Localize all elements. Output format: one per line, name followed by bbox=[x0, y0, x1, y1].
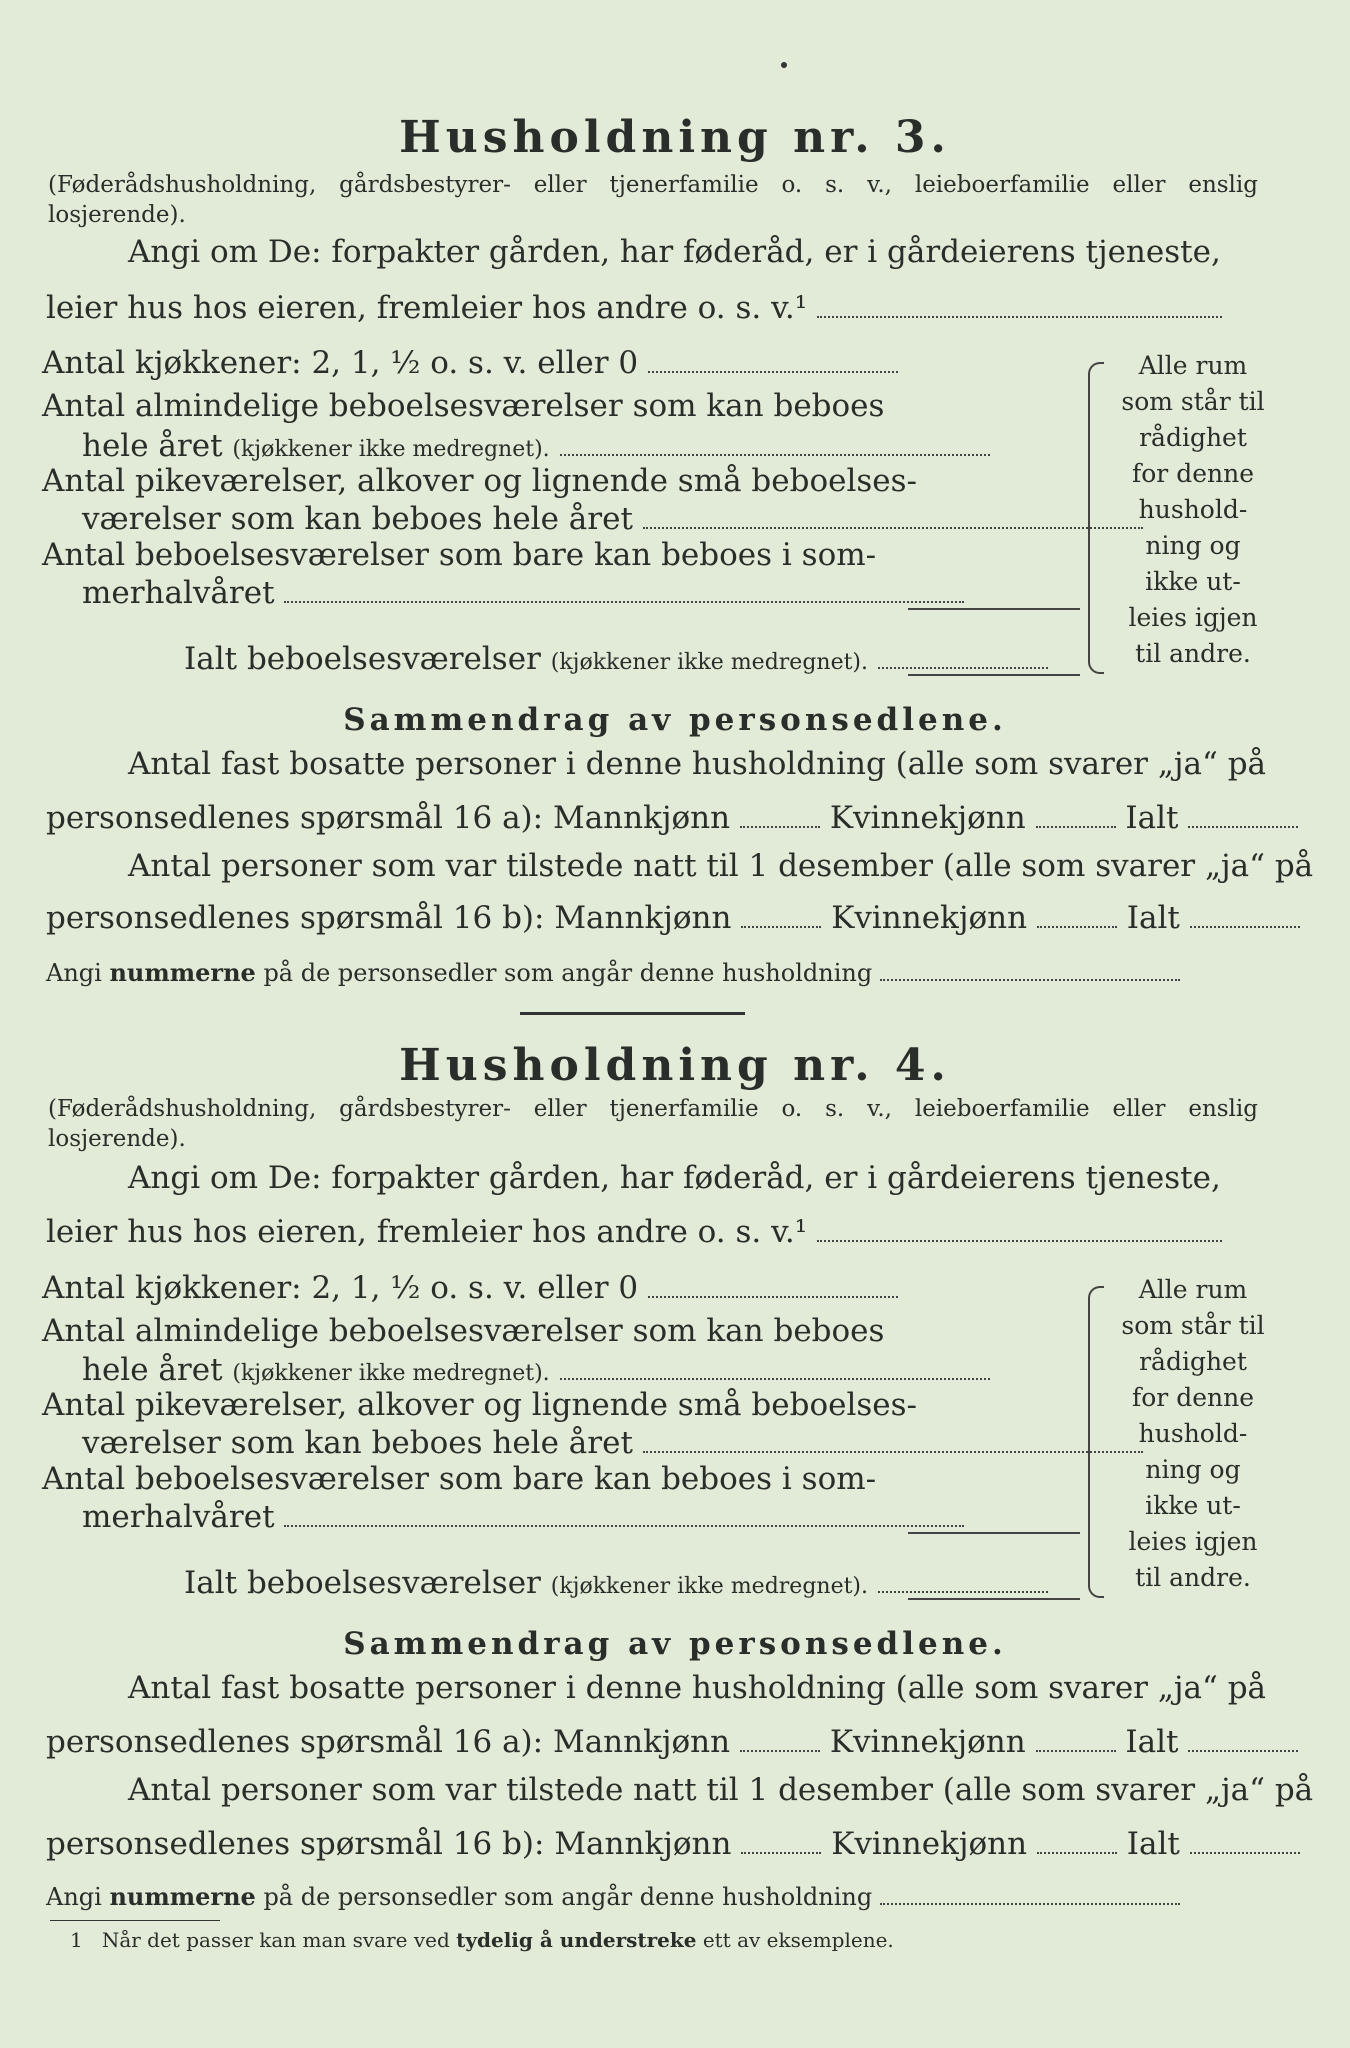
household-3-present-total-field[interactable] bbox=[1190, 925, 1300, 928]
household-4-total-label: Ialt bbox=[1125, 1724, 1179, 1760]
household-4-kitchens-label: Antal kjøkkener: 2, 1, ½ o. s. v. eller 0 bbox=[42, 1270, 639, 1306]
footnote-text-bold: tydelig å understreke bbox=[456, 1928, 697, 1952]
household-3-summer-rooms-label: Antal beboelsesværelser som bare kan beboes i som- bbox=[42, 537, 877, 573]
household-4-summer-rooms-label: Antal beboelsesværelser som bare kan beboes i som- bbox=[42, 1461, 877, 1497]
rule bbox=[908, 1598, 1080, 1600]
household-4-male-label: Mannkjønn bbox=[552, 1724, 731, 1760]
rule bbox=[908, 674, 1080, 676]
household-3-resident-label: Antal fast bosatte personer i denne husholdning (alle som svarer „ja“ på bbox=[128, 746, 1267, 782]
household-4-total-rooms-field[interactable] bbox=[878, 1590, 1048, 1593]
household-4-title: Husholdning nr. 4. bbox=[399, 1040, 951, 1091]
household-3-numbers-label-2: på de personsedler som angår denne husholdning bbox=[263, 959, 873, 987]
household-3-subtitle: (Føderådshusholdning, gårdsbestyrer- eller tjenerfamilie o. s. v., leieboerfamilie eller enslig losjerende). bbox=[48, 172, 1258, 228]
household-3-present-female-field[interactable] bbox=[1037, 925, 1117, 928]
footnote bbox=[70, 1928, 894, 1952]
household-3-maid-rooms-field[interactable] bbox=[643, 526, 1143, 529]
household-4-male-label: Mannkjønn bbox=[554, 1826, 732, 1862]
household-3-present-label-2: personsedlenes spørsmål 16 b): bbox=[46, 900, 545, 936]
household-4-angi-line2: leier hus hos eieren, fremleier hos andre o. s. v.¹ bbox=[46, 1214, 808, 1250]
household-4-numbers-field[interactable] bbox=[880, 1902, 1180, 1905]
household-4-resident-total-field[interactable] bbox=[1188, 1749, 1298, 1752]
household-4-present-total-field[interactable] bbox=[1190, 1851, 1300, 1854]
household-3-summary-title: Sammendrag av personsedlene. bbox=[343, 702, 1007, 738]
household-3-numbers-bold: nummerne bbox=[109, 958, 256, 987]
household-4-resident-male-field[interactable] bbox=[740, 1749, 820, 1752]
ink-dot bbox=[781, 62, 787, 68]
household-4-side-note: Alle rum som står til rådighet for denne hushold- ning og ikke ut- leies igjen til andre. bbox=[1121, 1275, 1265, 1592]
footnote-rule bbox=[50, 1920, 220, 1921]
household-4-angi-line1: Angi om De: forpakter gården, har føderåd, er i gårdeierens tjeneste, bbox=[128, 1160, 1221, 1196]
household-4-total-rooms-note: (kjøkkener ikke medregnet). bbox=[550, 1574, 869, 1599]
household-3-rooms-label: Antal almindelige beboelsesværelser som kan beboes bbox=[42, 388, 885, 424]
household-3-male-label: Mannkjønn bbox=[552, 800, 731, 836]
household-3-female-label: Kvinnekjønn bbox=[829, 800, 1026, 836]
household-3-angi-line2: leier hus hos eieren, fremleier hos andre o. s. v.¹ bbox=[46, 290, 808, 326]
household-4-present-label-2: personsedlenes spørsmål 16 b): bbox=[46, 1826, 545, 1862]
rule bbox=[908, 1532, 1080, 1534]
household-3-male-label: Mannkjønn bbox=[554, 900, 732, 936]
household-3-present-male-field[interactable] bbox=[741, 925, 821, 928]
household-4-summer-rooms-field[interactable] bbox=[284, 1524, 964, 1527]
brace bbox=[1088, 362, 1104, 674]
brace bbox=[1088, 1286, 1104, 1598]
household-4-summary-title: Sammendrag av personsedlene. bbox=[343, 1626, 1007, 1662]
household-3-kitchens-field[interactable] bbox=[648, 370, 898, 373]
household-3-resident-total-field[interactable] bbox=[1188, 825, 1298, 828]
household-4-female-label: Kvinnekjønn bbox=[829, 1724, 1026, 1760]
household-3-summer-rooms-label-2: merhalvåret bbox=[82, 575, 275, 611]
household-3-numbers-label: Angi bbox=[46, 959, 102, 987]
household-3-total-rooms-field[interactable] bbox=[878, 666, 1048, 669]
household-3-rooms-field[interactable] bbox=[560, 453, 990, 456]
household-4-rooms-note: (kjøkkener ikke medregnet). bbox=[232, 1361, 550, 1386]
household-4-kitchens-field[interactable] bbox=[648, 1295, 898, 1298]
household-3-resident-label-2: personsedlenes spørsmål 16 a): bbox=[46, 800, 544, 836]
household-4-rooms-field[interactable] bbox=[560, 1377, 990, 1380]
household-3-angi-line1: Angi om De: forpakter gården, har føderåd, er i gårdeierens tjeneste, bbox=[128, 234, 1221, 270]
household-3-resident-female-field[interactable] bbox=[1036, 825, 1116, 828]
household-3-numbers-field[interactable] bbox=[880, 978, 1180, 981]
household-4-resident-label-2: personsedlenes spørsmål 16 a): bbox=[46, 1724, 544, 1760]
household-4-resident-female-field[interactable] bbox=[1036, 1749, 1116, 1752]
household-4-subtitle: (Føderådshusholdning, gårdsbestyrer- eller tjenerfamilie o. s. v., leieboerfamilie eller enslig losjerende). bbox=[48, 1096, 1258, 1152]
household-3-rooms-note: (kjøkkener ikke medregnet). bbox=[232, 437, 550, 462]
household-3-total-rooms-label: Ialt beboelsesværelser bbox=[184, 641, 541, 677]
household-3-female-label: Kvinnekjønn bbox=[831, 900, 1028, 936]
household-4-female-label: Kvinnekjønn bbox=[831, 1826, 1028, 1862]
household-3-side-note: Alle rum som står til rådighet for denne hushold- ning og ikke ut- leies igjen til andre. bbox=[1121, 351, 1265, 668]
household-4-maid-rooms-label-2: værelser som kan beboes hele året bbox=[82, 1425, 633, 1461]
household-4-total-rooms-label: Ialt beboelsesværelser bbox=[184, 1565, 541, 1601]
household-3-total-rooms-note: (kjøkkener ikke medregnet). bbox=[550, 650, 869, 675]
household-3-total-label: Ialt bbox=[1126, 900, 1180, 936]
household-3-resident-male-field[interactable] bbox=[740, 825, 820, 828]
household-4-total-label: Ialt bbox=[1126, 1826, 1180, 1862]
household-4-maid-rooms-field[interactable] bbox=[643, 1450, 1143, 1453]
household-3-kitchens-label: Antal kjøkkener: 2, 1, ½ o. s. v. eller 0 bbox=[42, 345, 639, 381]
household-3-maid-rooms-label-2: værelser som kan beboes hele året bbox=[82, 501, 633, 537]
household-4-present-female-field[interactable] bbox=[1037, 1851, 1117, 1854]
footnote-text-1: Når det passer kan man svare ved bbox=[101, 1928, 450, 1952]
household-3-summer-rooms-field[interactable] bbox=[284, 600, 964, 603]
household-4-rooms-label: Antal almindelige beboelsesværelser som kan beboes bbox=[42, 1313, 885, 1349]
household-3-total-label: Ialt bbox=[1125, 800, 1179, 836]
household-4-present-male-field[interactable] bbox=[741, 1851, 821, 1854]
household-4-numbers-label-2: på de personsedler som angår denne husholdning bbox=[263, 1883, 873, 1911]
household-4-summer-rooms-label-2: merhalvåret bbox=[82, 1499, 275, 1535]
household-4-angi-answer[interactable] bbox=[817, 1239, 1222, 1242]
household-4-rooms-label-2: hele året bbox=[82, 1352, 223, 1388]
footnote-number: 1 bbox=[70, 1928, 83, 1952]
household-4-numbers-bold: nummerne bbox=[109, 1882, 256, 1911]
household-4-maid-rooms-label: Antal pikeværelser, alkover og lignende små beboelses- bbox=[42, 1387, 918, 1423]
footnote-text-2: ett av eksemplene. bbox=[702, 1928, 894, 1952]
household-3-present-label: Antal personer som var tilstede natt til 1 desember (alle som svarer „ja“ på bbox=[128, 848, 1314, 884]
household-4-present-label: Antal personer som var tilstede natt til 1 desember (alle som svarer „ja“ på bbox=[128, 1772, 1314, 1808]
household-4-resident-label: Antal fast bosatte personer i denne husholdning (alle som svarer „ja“ på bbox=[128, 1670, 1267, 1706]
household-4-numbers-label: Angi bbox=[46, 1883, 102, 1911]
household-3-rooms-label-2: hele året bbox=[82, 428, 223, 464]
household-3-maid-rooms-label: Antal pikeværelser, alkover og lignende små beboelses- bbox=[42, 463, 918, 499]
household-3-title: Husholdning nr. 3. bbox=[399, 112, 951, 163]
rule bbox=[908, 608, 1080, 610]
household-3-angi-answer[interactable] bbox=[817, 315, 1222, 318]
section-separator bbox=[520, 1012, 745, 1015]
